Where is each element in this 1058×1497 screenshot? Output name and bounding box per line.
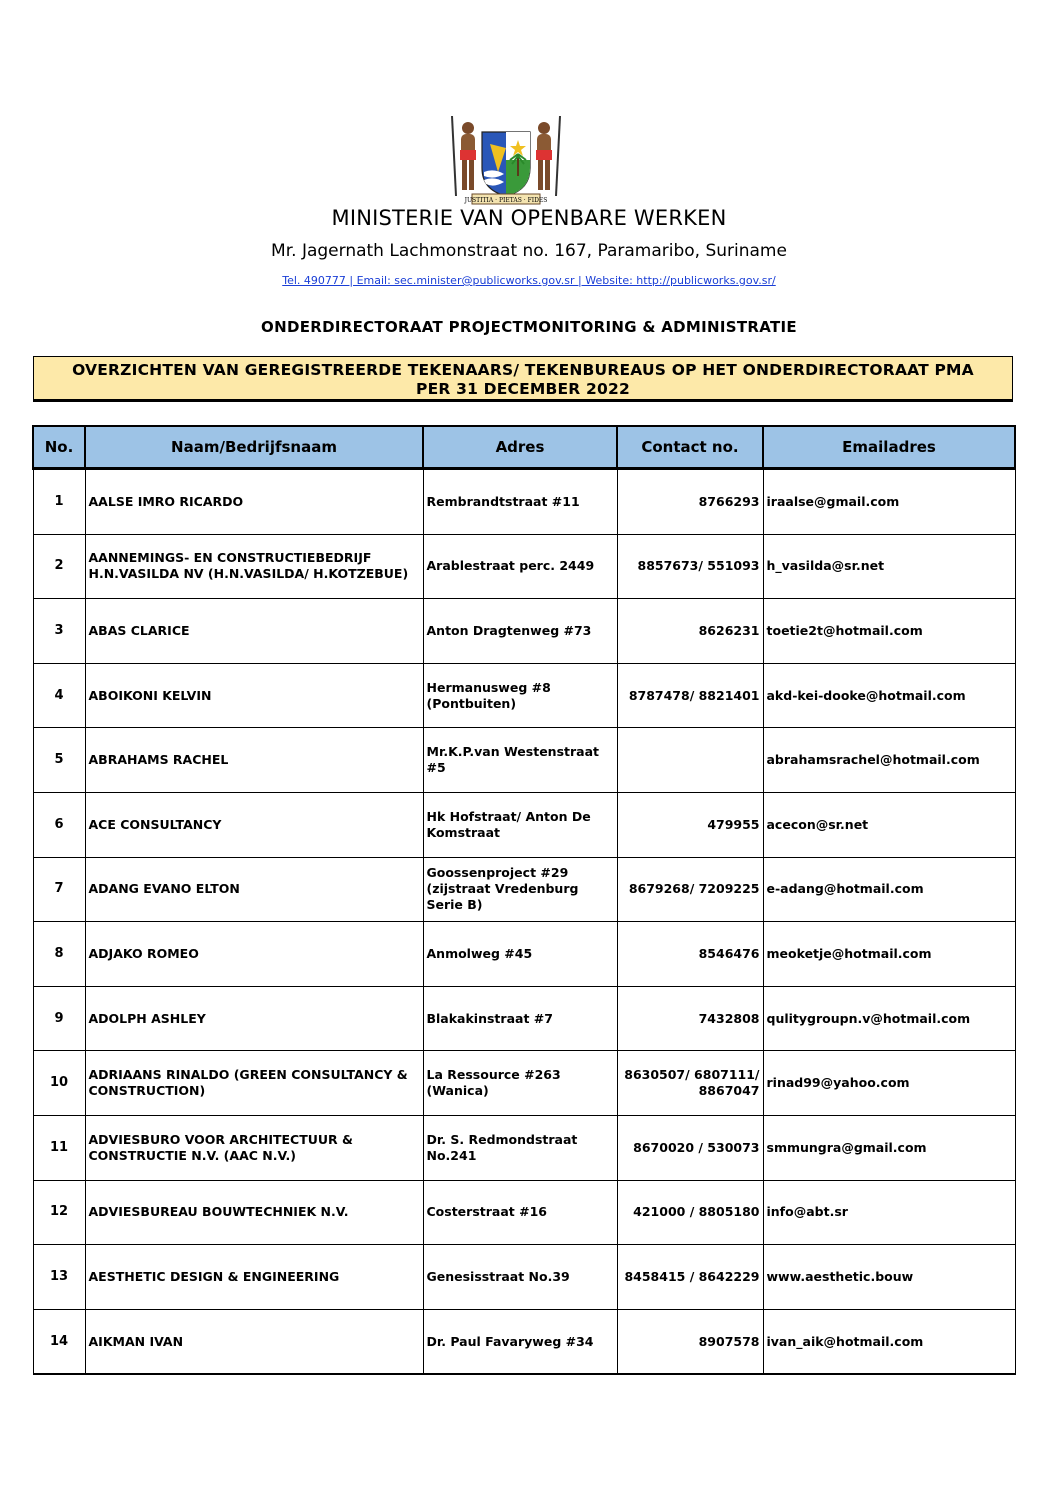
row-contact: 479955 [617,792,763,857]
banner-line-1: OVERZICHTEN VAN GEREGISTREERDE TEKENAARS/ TEKENBUREAUS OP HET ONDERDIRECTORAAT PMA [72,361,974,379]
row-address: Mr.K.P.van Westenstraat #5 [423,728,617,793]
row-address: Genesisstraat No.39 [423,1245,617,1310]
ministry-address: Mr. Jagernath Lachmonstraat no. 167, Paramaribo, Suriname [271,241,787,261]
row-name: AESTHETIC DESIGN & ENGINEERING [85,1245,423,1310]
row-email: iraalse@gmail.com [763,469,1015,535]
shield [482,132,530,196]
table-row [33,1309,1015,1374]
registered-draftsmen-table [32,425,1016,1375]
column-header-name: Naam/Bedrijfsnaam [85,426,423,469]
row-email: ivan_aik@hotmail.com [763,1309,1015,1374]
row-number: 2 [33,534,85,599]
row-number: 7 [33,857,85,922]
ministry-name: MINISTERIE VAN OPENBARE WERKEN [331,206,727,230]
row-name: AIKMAN IVAN [85,1309,423,1374]
row-number: 5 [33,728,85,793]
column-header-contact: Contact no. [617,426,763,469]
row-contact: 8630507/ 6807111/ 8867047 [617,1051,763,1116]
row-name: ADRIAANS RINALDO (GREEN CONSULTANCY & CONSTRUCTION) [85,1051,423,1116]
row-address: Blakakinstraat #7 [423,986,617,1051]
table-row [33,663,1015,728]
row-address: Hermanusweg #8 (Pontbuiten) [423,663,617,728]
table-row [33,922,1015,987]
row-name: ACE CONSULTANCY [85,792,423,857]
table-row [33,1245,1015,1310]
row-email: h_vasilda@sr.net [763,534,1015,599]
row-name: ABAS CLARICE [85,599,423,664]
row-address: Goossenproject #29 (zijstraat Vredenburg Serie B) [423,857,617,922]
row-number: 4 [33,663,85,728]
row-number: 8 [33,922,85,987]
row-name: AALSE IMRO RICARDO [85,469,423,535]
row-email: abrahamsrachel@hotmail.com [763,728,1015,793]
row-name: ABRAHAMS RACHEL [85,728,423,793]
row-number: 14 [33,1309,85,1374]
row-email: toetie2t@hotmail.com [763,599,1015,664]
left-supporter-figure [452,116,476,196]
row-name: ADVIESBUREAU BOUWTECHNIEK N.V. [85,1180,423,1245]
row-contact: 8458415 / 8642229 [617,1245,763,1310]
row-number: 1 [33,469,85,535]
table-row [33,534,1015,599]
subdirectorate-title: ONDERDIRECTORAAT PROJECTMONITORING & ADMINISTRATIE [261,318,797,336]
row-contact: 7432808 [617,986,763,1051]
row-address: Rembrandtstraat #11 [423,469,617,535]
row-contact: 8626231 [617,599,763,664]
row-email: www.aesthetic.bouw [763,1245,1015,1310]
row-contact: 8546476 [617,922,763,987]
motto-ribbon [464,194,548,204]
row-name: ADVIESBURO VOOR ARCHITECTUUR & CONSTRUCTIE N.V. (AAC N.V.) [85,1115,423,1180]
table-row [33,469,1015,535]
row-contact: 8907578 [617,1309,763,1374]
row-email: meoketje@hotmail.com [763,922,1015,987]
row-contact: 8670020 / 530073 [617,1115,763,1180]
row-contact: 421000 / 8805180 [617,1180,763,1245]
table-row [33,986,1015,1051]
table-row [33,857,1015,922]
right-supporter-figure [536,116,560,196]
row-email: info@abt.sr [763,1180,1015,1245]
row-name: ABOIKONI KELVIN [85,663,423,728]
row-number: 6 [33,792,85,857]
row-name: ADOLPH ASHLEY [85,986,423,1051]
table-row [33,792,1015,857]
row-email: akd-kei-dooke@hotmail.com [763,663,1015,728]
row-address: Arablestraat perc. 2449 [423,534,617,599]
row-contact: 8766293 [617,469,763,535]
row-name: ADJAKO ROMEO [85,922,423,987]
row-contact: 8857673/ 551093 [617,534,763,599]
row-email: qulitygroupn.v@hotmail.com [763,986,1015,1051]
row-number: 12 [33,1180,85,1245]
row-email: e-adang@hotmail.com [763,857,1015,922]
row-contact: 8787478/ 8821401 [617,663,763,728]
row-address: Anton Dragtenweg #73 [423,599,617,664]
row-address: La Ressource #263 (Wanica) [423,1051,617,1116]
coat-of-arms-emblem [438,110,574,206]
row-address: Dr. Paul Favaryweg #34 [423,1309,617,1374]
column-header-address: Adres [423,426,617,469]
table-row [33,1051,1015,1116]
row-email: acecon@sr.net [763,792,1015,857]
row-email: smmungra@gmail.com [763,1115,1015,1180]
table-header-row [33,426,1015,469]
row-email: rinad99@yahoo.com [763,1051,1015,1116]
crest-motto-text: JUSTITIA · PIETAS · FIDES [464,197,548,204]
row-contact [617,728,763,793]
row-number: 9 [33,986,85,1051]
row-contact: 8679268/ 7209225 [617,857,763,922]
table-row [33,599,1015,664]
column-header-no: No. [33,426,85,469]
row-number: 13 [33,1245,85,1310]
row-number: 11 [33,1115,85,1180]
table-row [33,1180,1015,1245]
row-name: ADANG EVANO ELTON [85,857,423,922]
row-name: AANNEMINGS- EN CONSTRUCTIEBEDRIJF H.N.VASILDA NV (H.N.VASILDA/ H.KOTZEBUE) [85,534,423,599]
row-address: Dr. S. Redmondstraat No.241 [423,1115,617,1180]
ministry-contact-link[interactable]: Tel. 490777 | Email: sec.minister@publicworks.gov.sr | Website: http://publicworks.gov.sr/ [282,274,776,287]
row-address: Costerstraat #16 [423,1180,617,1245]
row-address: Hk Hofstraat/ Anton De Komstraat [423,792,617,857]
column-header-email: Emailadres [763,426,1015,469]
row-number: 3 [33,599,85,664]
row-number: 10 [33,1051,85,1116]
table-row [33,1115,1015,1180]
overview-banner [33,356,1013,402]
banner-line-2: PER 31 DECEMBER 2022 [416,380,630,398]
table-row [33,728,1015,793]
row-address: Anmolweg #45 [423,922,617,987]
